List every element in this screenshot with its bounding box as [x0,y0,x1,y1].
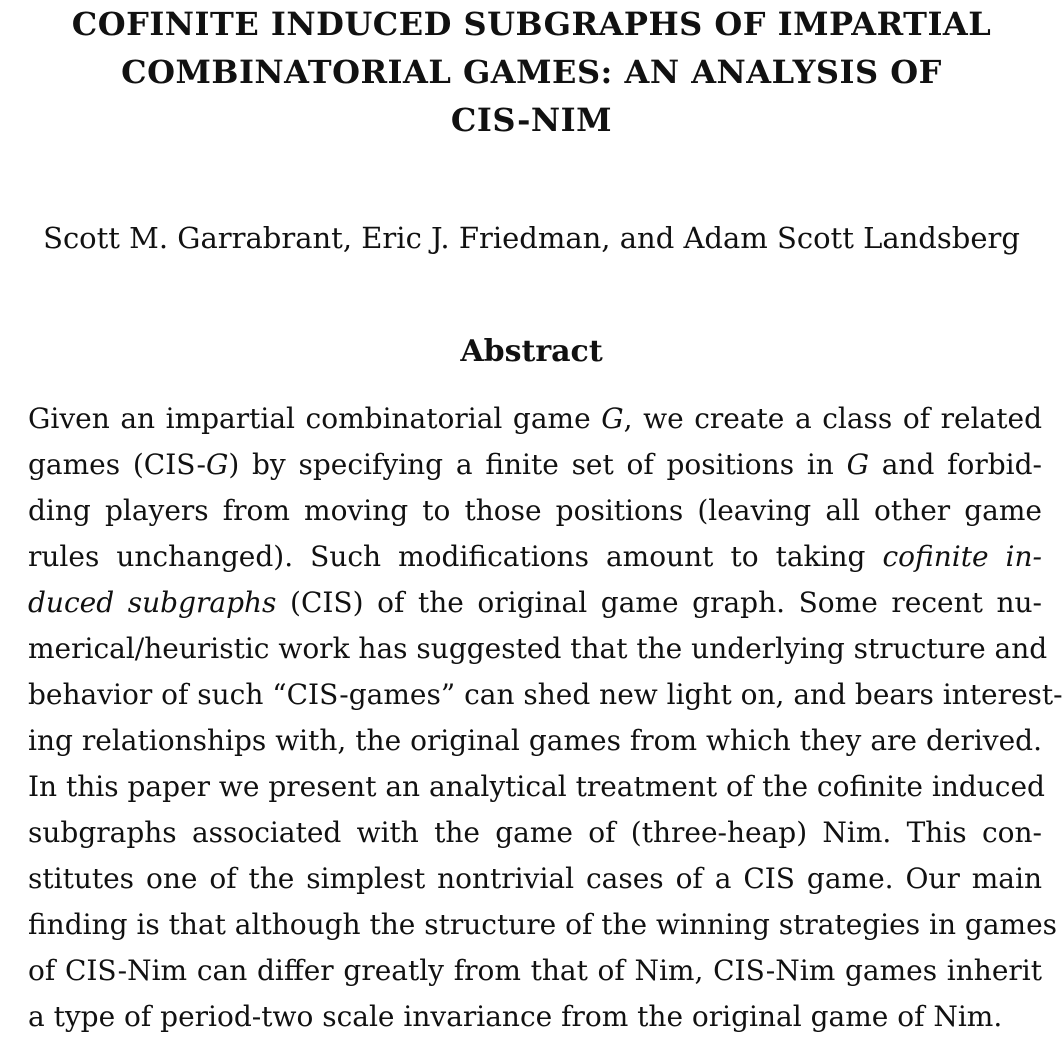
abstract-line-9: In this paper we present an analytical treatment of the cofinite induced [28,770,1045,803]
abstract-line-11: stitutes one of the simplest nontrivial cases of a CIS game. Our main [28,862,1042,895]
abstract-line-2: games (CIS-G) by specifying a finite set of positions in G and forbid- [28,448,1042,481]
abstract-line-14: a type of period-two scale invariance from the original game of Nim. [28,1000,1003,1033]
abstract-line-12: finding is that although the structure of the winning strategies in games [28,908,1058,941]
abstract-line-4: rules unchanged). Such modifications amount to taking cofinite in- [28,540,1043,573]
abstract-heading: Abstract [460,334,603,369]
title-line-2: COMBINATORIAL GAMES: AN ANALYSIS OF [121,53,942,91]
abstract-line-6: merical/heuristic work has suggested that the underlying structure and [28,632,1048,665]
abstract-line-3: ding players from moving to those positions (leaving all other game [28,494,1042,527]
abstract-line-7: behavior of such “CIS-games” can shed new light on, and bears interest- [28,678,1063,711]
title-line-3: CIS-NIM [450,101,613,139]
paper-authors: Scott M. Garrabrant, Eric J. Friedman, and Adam Scott Landsberg [43,221,1020,255]
title-line-1: COFINITE INDUCED SUBGRAPHS OF IMPARTIAL [71,5,992,43]
abstract-line-5: duced subgraphs (CIS) of the original game graph. Some recent nu- [28,586,1043,619]
paper-title [20,0,1043,144]
abstract-line-8: ing relationships with, the original games from which they are derived. [28,724,1042,757]
abstract-line-1: Given an impartial combinatorial game G, we create a class of related [28,402,1042,435]
abstract-line-10: subgraphs associated with the game of (three-heap) Nim. This con- [28,816,1042,849]
abstract-line-13: of CIS-Nim can differ greatly from that of Nim, CIS-Nim games inherit [28,954,1042,987]
